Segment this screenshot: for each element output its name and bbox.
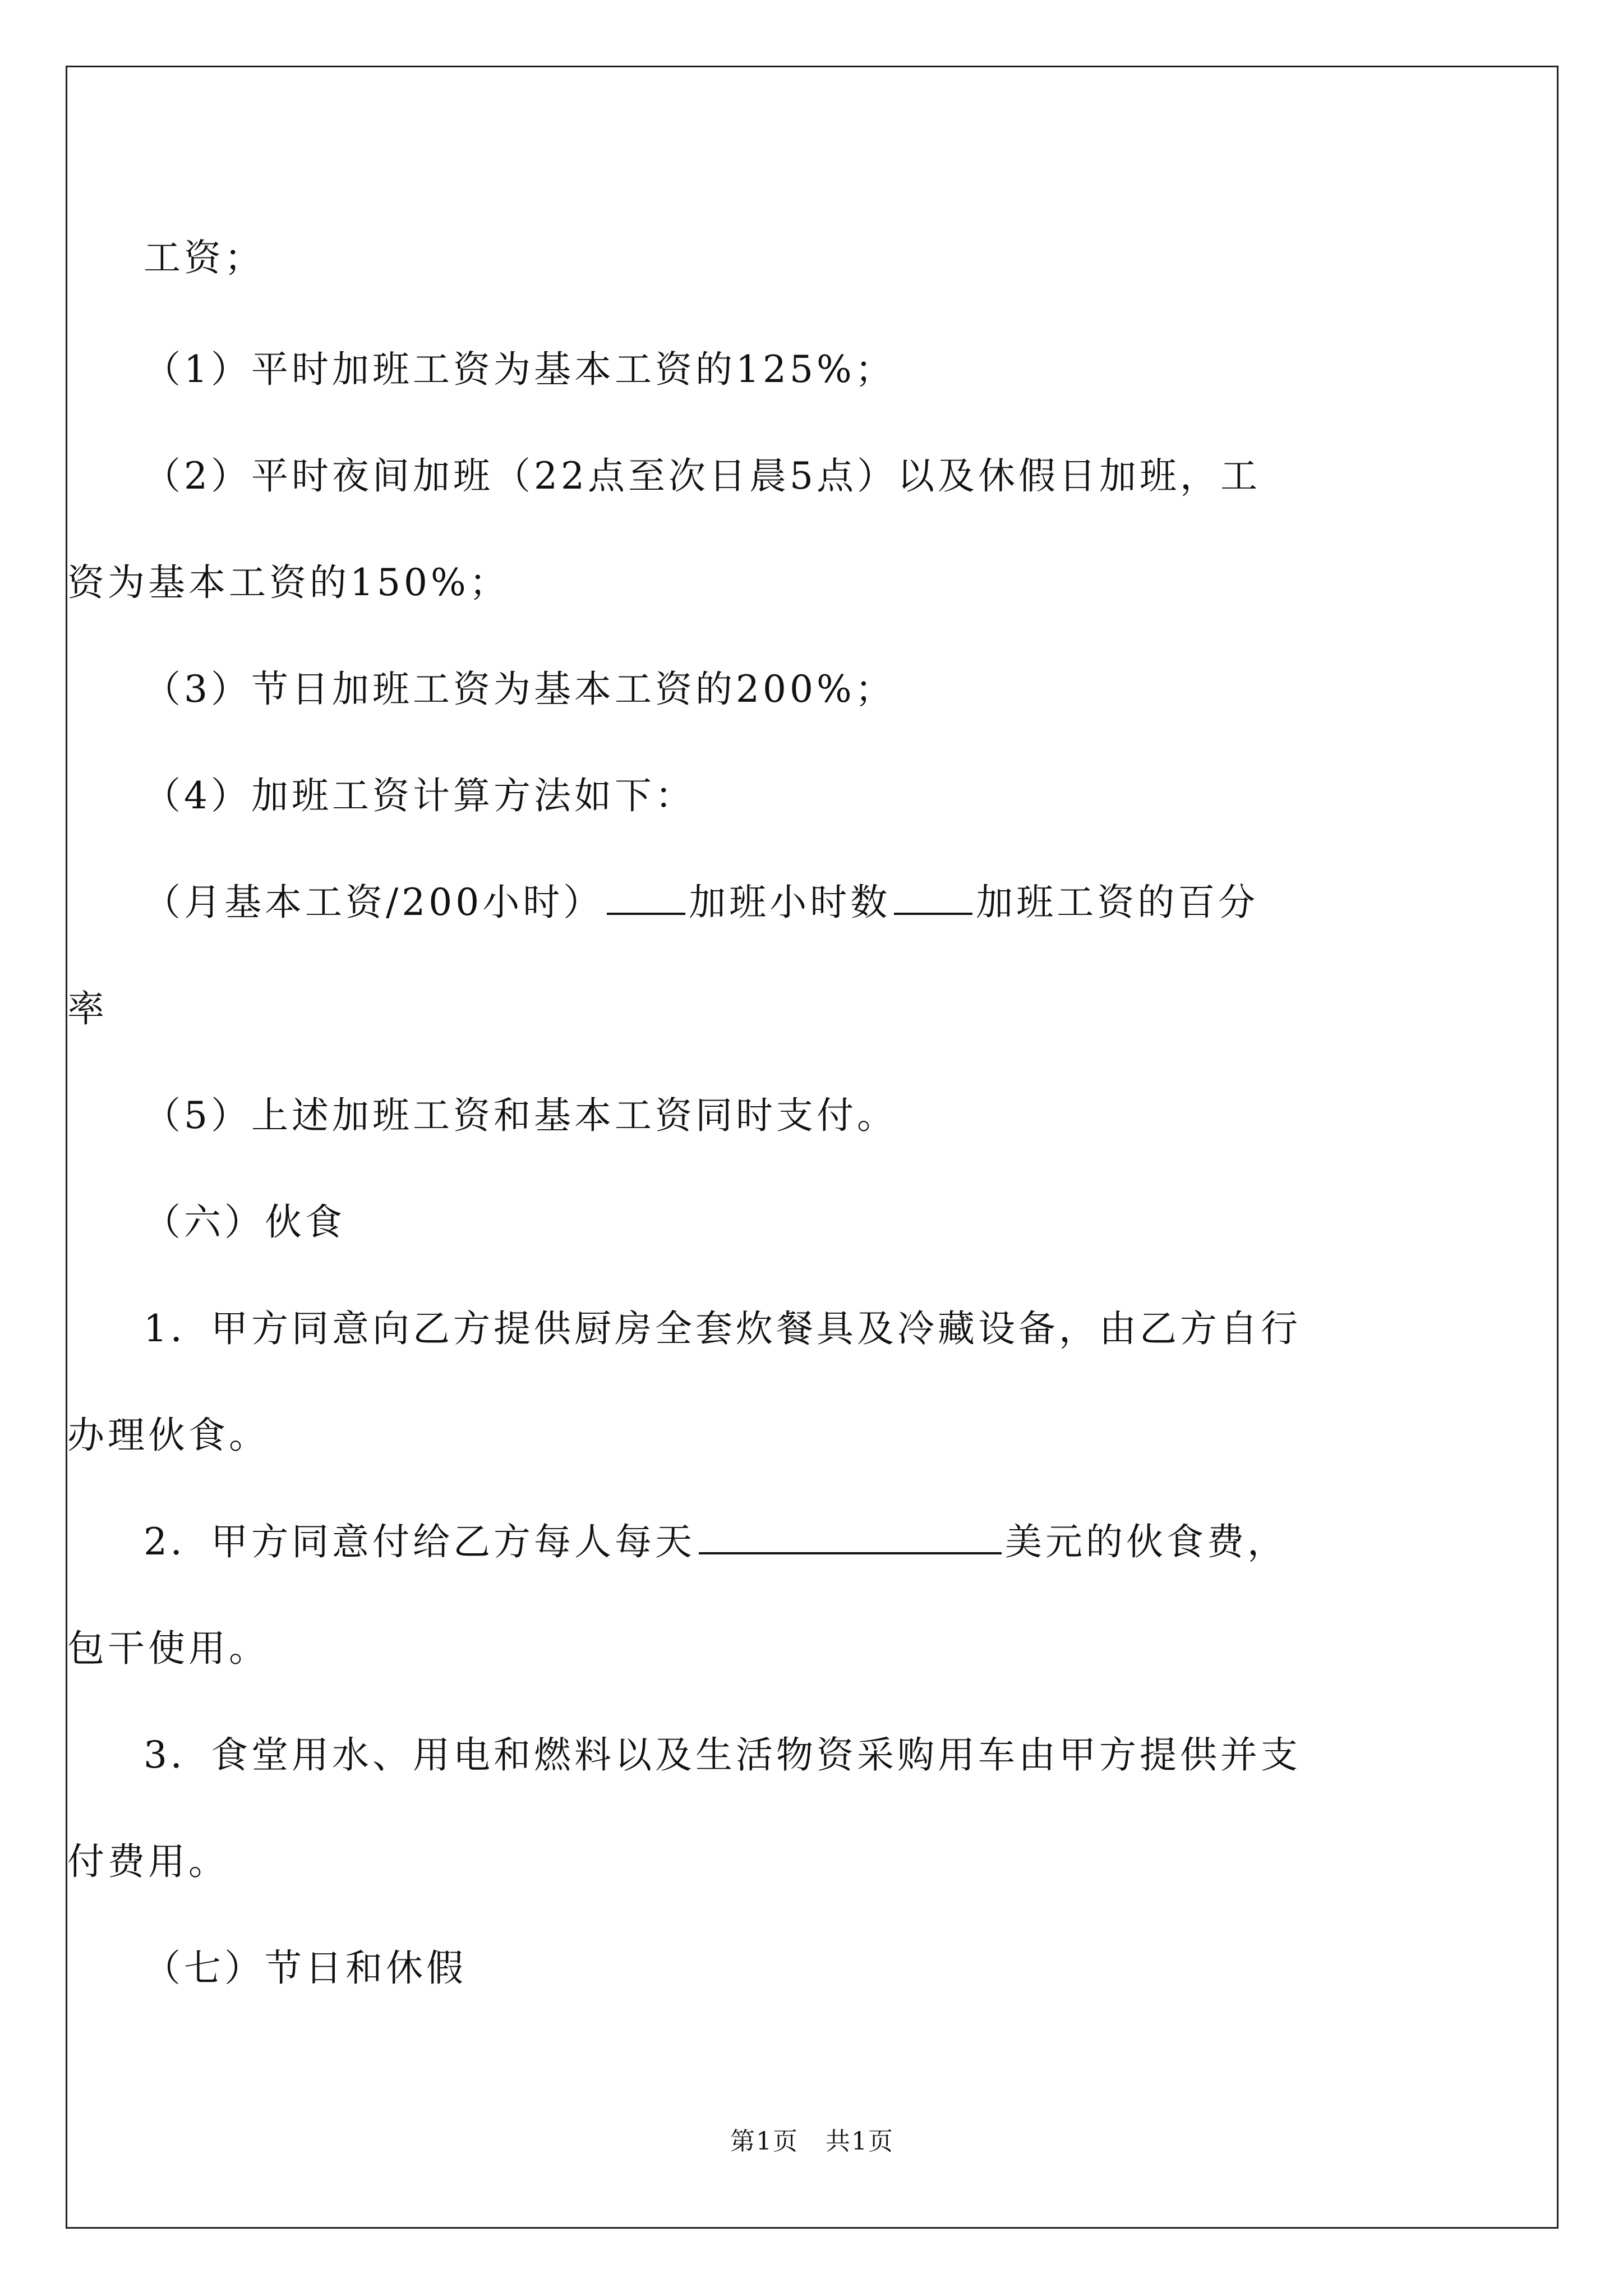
- fill-in-blank: [894, 878, 972, 915]
- fill-in-blank: [607, 878, 685, 915]
- text-line: 办理伙食。: [67, 1414, 269, 1457]
- text-line: （3）节日加班工资为基本工资的200%；: [144, 668, 896, 711]
- text-line: （月基本工资/200小时） 加班小时数 加班工资的百分: [67, 877, 1623, 928]
- document-body: [67, 67, 1557, 2227]
- text-line: 率: [67, 987, 108, 1030]
- text-line: （1）平时加班工资为基本工资的125%；: [144, 348, 896, 391]
- fill-in-blank: [699, 1517, 1002, 1554]
- text-line: 2．甲方同意付给乙方每人每天 美元的伙食费，: [67, 1517, 1623, 1567]
- text-line: （2）平时夜间加班（22点至次日晨5点）以及休假日加班，工: [144, 454, 1261, 498]
- section-heading: （七）节日和休假: [144, 1947, 467, 1990]
- page-footer: [67, 2125, 1557, 2159]
- text-line: 资为基本工资的150%；: [67, 561, 510, 604]
- text-line: 1．甲方同意向乙方提供厨房全套炊餐具及冷藏设备，由乙方自行: [144, 1307, 1301, 1350]
- text-line: 3．食堂用水、用电和燃料以及生活物资采购用车由甲方提供并支: [144, 1733, 1301, 1777]
- text-line: 付费用。: [67, 1840, 229, 1883]
- text-line: 包干使用。: [67, 1627, 269, 1670]
- text-line: （5）上述加班工资和基本工资同时支付。: [144, 1094, 897, 1137]
- section-heading: （六）伙食: [144, 1200, 345, 1244]
- page-frame: [66, 66, 1559, 2229]
- text-line: 工资；: [144, 236, 265, 279]
- text-line: （4）加班工资计算方法如下：: [144, 774, 695, 817]
- page-number: 第1页 共1页: [730, 2127, 894, 2156]
